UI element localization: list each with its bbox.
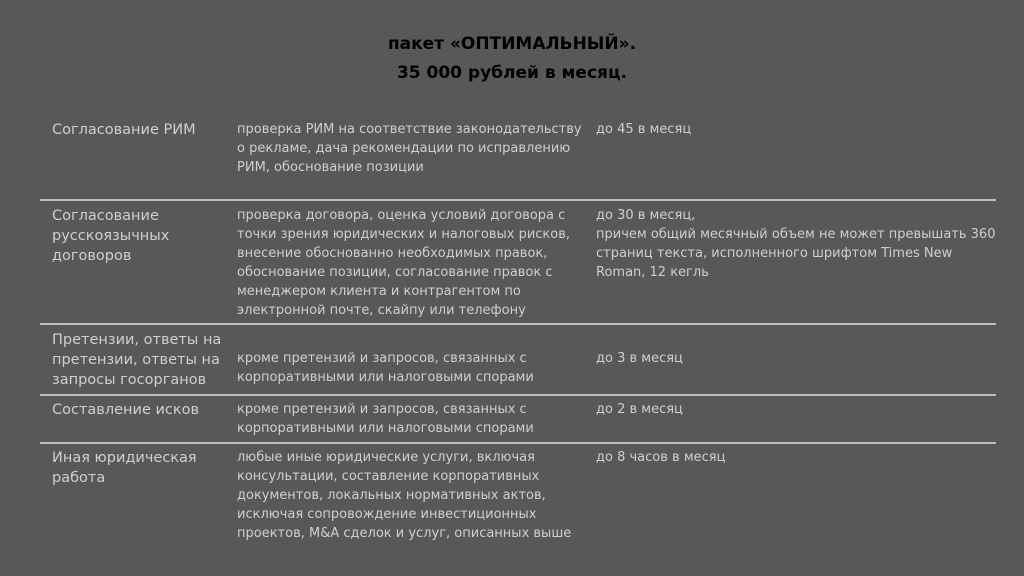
page-title xyxy=(0,30,1024,88)
service-name: Согласование РИМ xyxy=(52,122,196,138)
table-row xyxy=(40,444,996,554)
title-line-2: 35 000 рублей в месяц. xyxy=(396,63,628,83)
title-line-1: пакет «ОПТИМАЛЬНЫЙ». xyxy=(387,34,637,54)
service-limit: до 3 в месяц xyxy=(596,351,683,366)
service-limit: до 45 в месяц xyxy=(596,122,692,137)
service-name: Претензии, ответы на претензии, ответы на запросы госорганов xyxy=(52,332,222,388)
service-limit: до 30 в месяц, xyxy=(596,208,696,223)
service-description: кроме претензий и запросов, связанных с корпоративными или налоговыми спорами xyxy=(237,351,534,385)
service-limit: до 2 в месяц xyxy=(596,402,683,417)
services-table xyxy=(40,116,996,554)
table-row xyxy=(40,396,996,444)
service-limit: до 8 часов в месяц xyxy=(596,450,726,465)
service-description: проверка договора, оценка условий договора с точки зрения юридических и налоговых рисков, внесение обоснованно необходимых правок, обоснование позиции, согласование правок с менеджером клиента и контрагентом по электронной почте, скайпу или телефону xyxy=(237,208,571,318)
table-row xyxy=(40,201,996,325)
service-name: Иная юридическая работа xyxy=(52,450,197,486)
service-description: проверка РИМ на соответствие законодательству о рекламе, дача рекомендации по исправлению РИМ, обоснование позиции xyxy=(237,122,582,175)
service-name: Составление исков xyxy=(52,402,200,418)
service-name: Согласование русскоязычных договоров xyxy=(52,208,170,264)
table-row xyxy=(40,116,996,201)
service-limit-note: причем общий месячный объем не может превышать 360 страниц текста, исполненного шрифтом Times New Roman, 12 кегль xyxy=(596,227,996,280)
service-description: любые иные юридические услуги, включая консультации, составление корпоративных документов, локальных нормативных актов, исключая сопровождение инвестиционных проектов, M&A сделок и услуг, описанных выше xyxy=(237,450,572,541)
service-limit-cell xyxy=(584,206,996,323)
service-description: кроме претензий и запросов, связанных с корпоративными или налоговыми спорами xyxy=(237,402,534,436)
table-row xyxy=(40,325,996,396)
